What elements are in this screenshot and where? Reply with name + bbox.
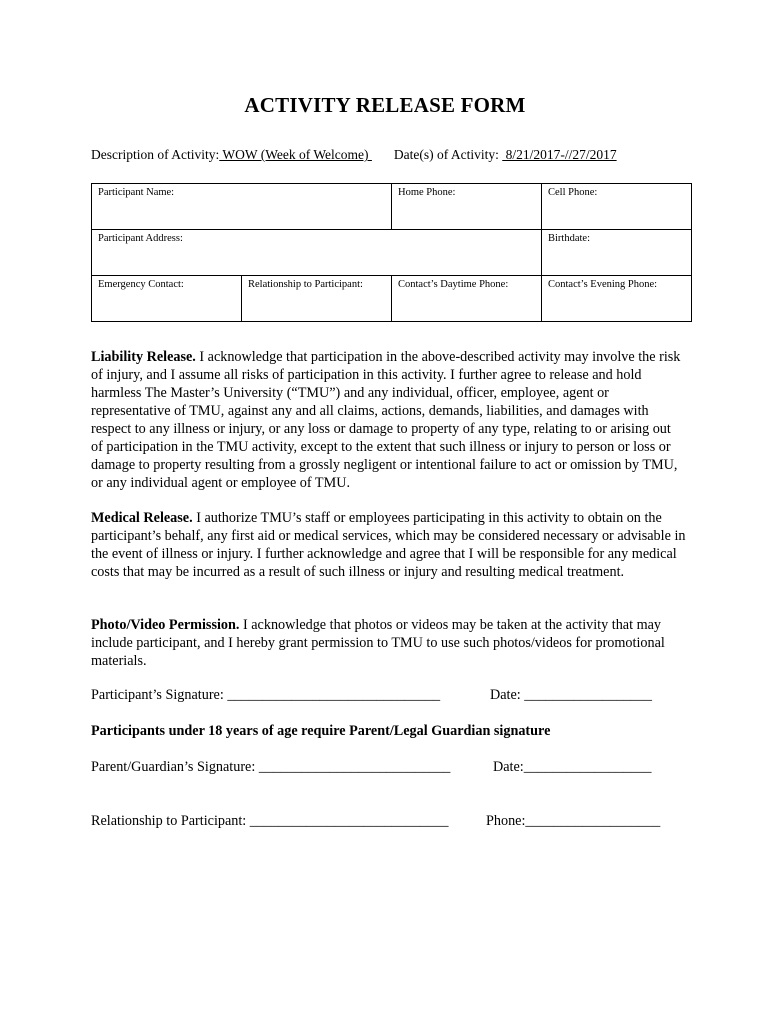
minor-notice: Participants under 18 years of age require Parent/Legal Guardian signature bbox=[91, 723, 551, 739]
participant-signature-row bbox=[91, 687, 691, 704]
participant-signature-field[interactable]: Participant’s Signature: ______________________________ bbox=[91, 687, 441, 703]
home-phone-field[interactable] bbox=[392, 184, 542, 230]
dates-value[interactable]: 8/21/2017-//27/2017 bbox=[502, 147, 617, 162]
participant-info-table bbox=[91, 183, 692, 322]
liability-text: I acknowledge that participation in the above-described activity may involve the risk of injury, and I assume all risks of participation in this activity. I further agree to release and hold harmless The Master’s University (“TMU”) and any individual, officer, employee, agent or representative of TMU, against any and all claims, actions, demands, liabilities, and damages with respect to any illness or injury, or any loss or damage to property of any type, relating to or arising out of participation in the TMU activity, except to the extent that such illness or injury to person or loss or damage to property resulting from a grossly negligent or intentional failure to act or omission by TMU, or any individual agent or employee of TMU. bbox=[91, 349, 681, 491]
relationship-phone-field[interactable]: Phone:___________________ bbox=[486, 813, 661, 829]
medical-paragraph bbox=[91, 509, 686, 581]
dates-label: Date(s) of Activity: bbox=[393, 147, 499, 162]
daytime-phone-label: Contact’s Daytime Phone: bbox=[398, 279, 509, 290]
cell-phone-label: Cell Phone: bbox=[548, 187, 598, 198]
emergency-contact-field[interactable] bbox=[92, 276, 242, 322]
description-value[interactable]: WOW (Week of Welcome) bbox=[219, 147, 372, 162]
home-phone-label: Home Phone: bbox=[398, 187, 456, 198]
liability-paragraph bbox=[91, 348, 686, 492]
activity-description-row bbox=[91, 147, 691, 163]
participant-name-label: Participant Name: bbox=[98, 187, 175, 198]
participant-address-label: Participant Address: bbox=[98, 233, 183, 244]
daytime-phone-field[interactable] bbox=[392, 276, 542, 322]
participant-address-field[interactable] bbox=[92, 230, 542, 276]
description-label: Description of Activity: bbox=[91, 147, 220, 162]
evening-phone-label: Contact’s Evening Phone: bbox=[548, 279, 658, 290]
guardian-signature-field[interactable]: Parent/Guardian’s Signature: ___________________________ bbox=[91, 759, 451, 775]
medical-text: I authorize TMU’s staff or employees participating in this activity to obtain on the participant’s behalf, any first aid or medical services, which may be considered necessary or advisable in the event of illness or injury. I further acknowledge and agree that I will be responsible for any medical costs that may be incurred as a result of such illness or injury and resulting medical treatment. bbox=[91, 510, 686, 580]
emergency-contact-label: Emergency Contact: bbox=[98, 279, 184, 290]
evening-phone-field[interactable] bbox=[542, 276, 692, 322]
medical-heading: Medical Release. bbox=[91, 510, 193, 526]
birthdate-field[interactable] bbox=[542, 230, 692, 276]
cell-phone-field[interactable] bbox=[542, 184, 692, 230]
guardian-date-field[interactable]: Date:__________________ bbox=[493, 759, 652, 775]
relationship-field[interactable] bbox=[242, 276, 392, 322]
birthdate-label: Birthdate: bbox=[548, 233, 591, 244]
relationship-label: Relationship to Participant: bbox=[248, 279, 363, 290]
photo-text: I acknowledge that photos or videos may be taken at the activity that may include participant, and I hereby grant permission to TMU to use such photos/videos for promotional materials. bbox=[91, 617, 665, 669]
liability-heading: Liability Release. bbox=[91, 349, 196, 365]
form-title: ACTIVITY RELEASE FORM bbox=[244, 93, 526, 117]
relationship-signature-row bbox=[91, 813, 691, 830]
guardian-signature-row bbox=[91, 759, 691, 776]
photo-paragraph bbox=[91, 616, 686, 670]
participant-date-field[interactable]: Date: __________________ bbox=[490, 687, 652, 703]
photo-heading: Photo/Video Permission. bbox=[91, 617, 240, 633]
relationship-signature-field[interactable]: Relationship to Participant: ____________________________ bbox=[91, 813, 449, 829]
participant-name-field[interactable] bbox=[92, 184, 392, 230]
